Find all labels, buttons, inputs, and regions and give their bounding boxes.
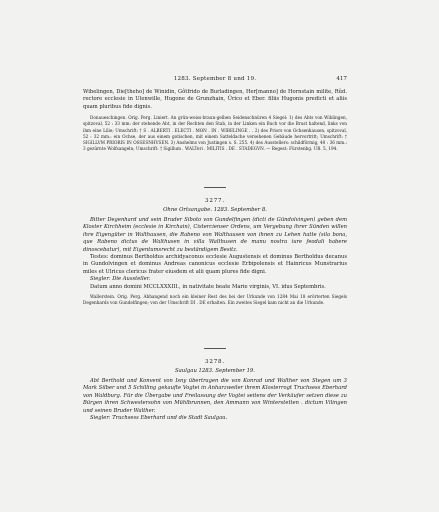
separator-rule [204, 348, 226, 349]
document-3278 [83, 348, 347, 422]
regest: Abt Berthold und Konvent von Isny übertragen die von Konrad und Walther von Stegen um 3 Mark Silber und 5 Schilling gekaufte Vogtei in Anharzweiler ihrem Klosterrogt Truchsess Eberhard von Waldburg. Für die Übergabe und Freilassung der Vogtei seitens der Verkäufer setzen diese zu Bürgen ihren Schwestersohn von Mühlbrunnen, den Ammann von Winterstetten . dictum Vilingen und seinen Bruder Walther. [83, 378, 347, 414]
document-3277 [83, 187, 347, 306]
datum: Datum anno domini MCCLXXXIII., in nativitate beate Marie virginis, VI. idus Septembris. [90, 283, 326, 290]
separator-rule [204, 187, 226, 188]
header-date: 1283. September 8 und 19. [173, 76, 257, 82]
witnesses: Testes: dominus Bertholdus archidyaconus ecclesie Augustensis et dominus Bertholdus decanus in Gundolvingen et dominus Andreas canonicus ecclesie Erbipolensis et Hainricus Munstrarius miles et Ulricus clericus frater eiusdem et alii quam plures fide digni. [83, 254, 347, 275]
regest: Bitter Degenhard und sein Bruder Siboto von Gundelfingen (dicti de Gündolvingen) geben dem Kloster Kirchheim (ecclesie in Kirchain), Cistercienser Ordens, um Vergebung ihrer Sünden willen ihre Eigengüter in Walthausen, die Rabeno von Walthausen von ihnen zu Lehen hatte (sila bona, que Rabeno dictus de Walthusen in villa Walthusen de manu nostra iure feodali habere dinoscebatur), mit Eigentumsrecht zu beständigem Besitz. [83, 217, 347, 253]
archival-note-1: Donaueschingen. Orig. Perg. Liniert. An grün-weiss-braun-gelben Seidenschnüren 4 Siegel: 1) des Abts von Wiblingen, spitzoval, 52 : 33 mm: der stehende Abt, in der Rechten den Stab, in der Linken ein Buch vor die Brust haltend, links von ihm eine Lilie; Umschrift: † S . ALBERTI . ELECTI . MON . IN . WIBELINGE . . 2) des Priors von Ochsenhausen, spitzoval, 52 : 32 mm.: ein Ochse, der aus einem gotischen, mit einem Satteldache versehenen Gebäude hervortritt; Umschrift: † SIGILLVM PRIORIS IN OSSESNHVSEN. 3) Anshelms von Justingen s. S. 255. 4) des Ausstellers: schildförmig, 40 : 36 mm.: 3 gezürnte Wolfsangeln; Umschrift: † Sigillum . WALTeri . MILITIS . DE . STADEGVN. — Regest: Fürstenbg. UB. 5, 194. [83, 115, 347, 152]
place-date: Ohne Ortsangabe. 1283. September 8. [163, 207, 267, 213]
intro-paragraph: Wibelingen, Die[theho] de Winidin, Gôtfrido de Burladingen, Her[manno] de Hornstain milite, Rûd. rectore ecclesie in Ulenwille, Hugone de Grunzhain, Ûrico et Eber. filiis Hugonis predicti et aliis quam pluribus fide dignis. [83, 89, 347, 110]
seals: Siegler: Truchsess Eberhard und die Stadt Saulgau. [90, 415, 228, 422]
intro-block [83, 89, 347, 152]
seals: Siegler: Die Aussteller. [90, 276, 151, 283]
archival-note-2: Wallerstein. Orig. Perg. Abhangend noch ein kleiner Rest des bei der Urkunde von 1284 Mai 18 erörterten Siegels Degenhards von Gundelfingen; von der Umschrift DI . DE erhalten. Ein zweites Siegel kam nicht an die Urkunde. [83, 294, 347, 306]
place-date: Saulgau 1283. September 19. [175, 368, 255, 374]
page-number: 417 [336, 76, 347, 82]
running-header [83, 74, 347, 84]
document-number: 3278. [204, 359, 225, 365]
document-number: 3277. [204, 198, 225, 204]
